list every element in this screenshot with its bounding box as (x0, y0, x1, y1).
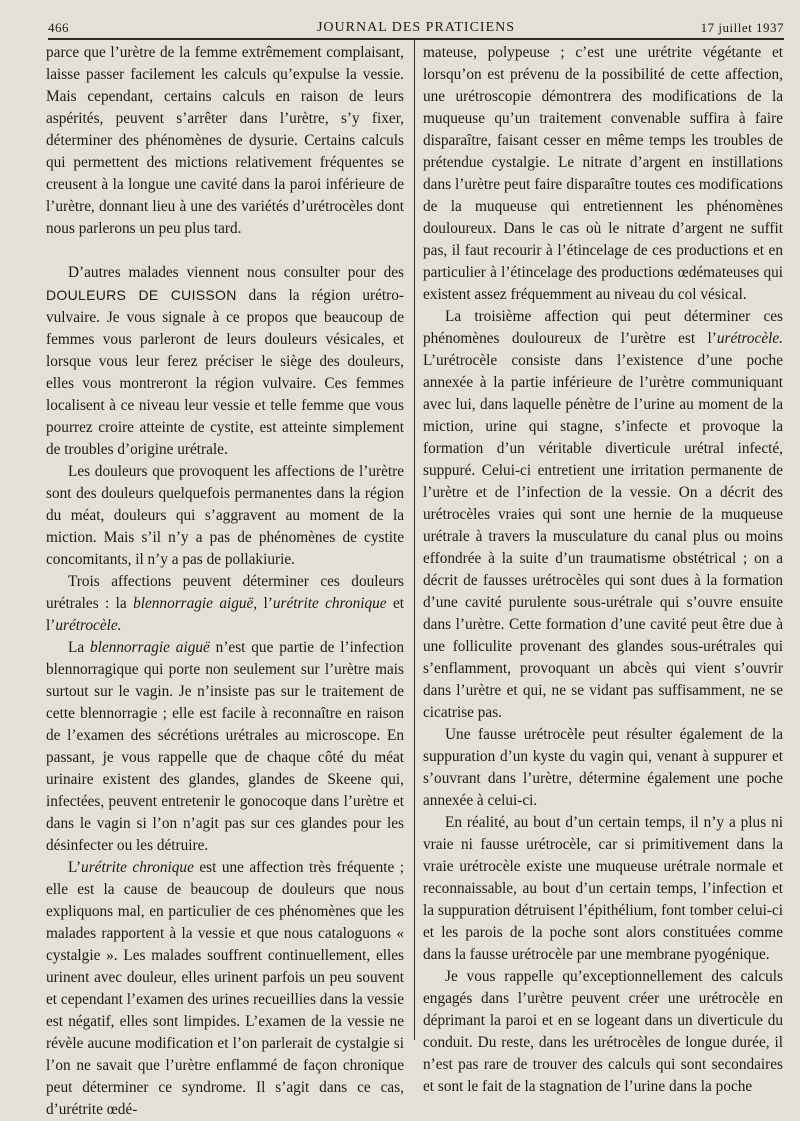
page-header (48, 14, 784, 40)
journal-title: JOURNAL DES PRATICIENS (316, 20, 516, 35)
right-paragraph-2: La troisième affection qui peut déterminer ces phénomènes douloureux de l’urètre est l’urétrocèle. L’urétrocèle consiste dans l’existence d’une poche annexée à la partie inférieure de l’urètre communiquant avec lui, dans laquelle pénètre de l’urine au moment de la miction, urine qui stagne, s’infecte et provoque la formation d’un véritable diverticule urétral infecté, suppuré. Celui-ci entretient une irritation permanente de l’urètre et de l’infection de la vessie. On a décrit des urétrocèles vraies qui sont une hernie de la muqueuse urétrale à travers la musculature du canal plus ou moins effondrée à la suite d’un traumatisme obstétrical ; on a décrit de fausses urétrocèles qui sont dues à la formation d’une cavité purulente sous-urétrale qui s’ouvre ensuite dans l’urètre. Cette formation d’une cavité peut être due à une folliculite provenant des glandes sous-urétrales qui s’enflamment, provoquant un abcès qui vient s’ouvrir dans l’urètre et qui, ne se vidant pas suffisamment, ne se cicatrise pas. (423, 308, 783, 721)
issue-date: 17 juillet 1937 (700, 20, 784, 35)
right-paragraph-5: Je vous rappelle qu’exceptionnellement des calculs engagés dans l’urètre peuvent créer une urétrocèle en déprimant la paroi et en se logeant dans un diverticule du conduit. Du reste, dans les urétrocèles de longue durée, il n’est pas rare de trouver des calculs qui sont secondaires et sont le fait de la stagnation de l’urine dans la poche (423, 968, 783, 1095)
left-paragraph-3: Les douleurs que provoquent les affections de l’urètre sont des douleurs quelquefois permanentes dans la région du méat, douleurs qui s’aggravent au moment de la miction. Mais s’il n’y a pas de phénomènes de cystite concomitants, il n’y a pas de pollakiurie. (46, 463, 404, 568)
left-paragraph-1: parce que l’urètre de la femme extrêmement complaisant, laisse passer facilement les calculs qu’expulse la vessie. Mais cependant, certains calculs en raison de leurs aspérités, peuvent s’arrêter dans l’urètre, s’y fixer, déterminer des phénomènes de dysurie. Certains calculs qui permettent des mictions relativement fréquentes se creusent à la longue une cavité dans la paroi inférieure de l’urètre, donnant lieu à une des variétés d’urétrocèles dont nous parlerons un peu plus tard. (46, 44, 404, 237)
right-column (423, 42, 783, 1095)
left-paragraph-4: Trois affections peuvent déterminer ces douleurs urétrales : la blennorragie aiguë, l’urétrite chronique et l’urétrocèle. (46, 573, 404, 634)
right-paragraph-4: En réalité, au bout d’un certain temps, il n’y a plus ni vraie ni fausse urétrocèle, car si primitivement dans la vraie urétrocèle existe une muqueuse urétrale normale et reconnaissable, au bout d’un certain temps, l’infection et la suppuration détruisent l’épithélium, font tomber celui-ci et les parois de la poche sont alors constituées comme dans la fausse urétrocèle par une membrane pyogénique. (423, 814, 783, 963)
right-paragraph-1: mateuse, polypeuse ; c’est une urétrite végétante et lorsqu’on est prévenu de la possibilité de cette affection, une urétroscopie démontrera des modifications de la muqueuse qu’un traitement convenable suffira à faire disparaître, faisant cesser en même temps les troubles de prétendue cystalgie. Le nitrate d’argent en instillations dans l’urètre peut faire disparaître toutes ces modifications de la muqueuse qui entretiennent les phénomènes douloureux. Dans le cas où le nitrate d’argent ne suffit pas, il faut recourir à l’étincelage de ces productions et en particulier à l’étincelage des productions œdémateuses qui existent assez fréquemment au niveau du col vésical. (423, 44, 783, 303)
left-paragraph-6: L’urétrite chronique est une affection très fréquente ; elle est la cause de beaucoup de douleurs que nous expliquons mal, en particulier de ces phénomènes que les malades rapportent à la vessie et que nous cataloguons « cystalgie ». Les malades souffrent continuellement, elles urinent avec douleur, elles urinent parfois un peu souvent et cependant l’examen des urines recueillies dans la vessie est négatif, elles sont limpides. L’examen de la vessie ne révèle aucune modification et l’on parlerait de cystalgie si l’on ne savait que l’urètre enflammé de façon chronique peut déterminer ce syndrome. Il s’agit dans ce cas, d’urétrite œdé- (46, 859, 404, 1118)
left-paragraph-5: La blennorragie aiguë n’est que partie de l’infection blennorragique qui porte non seulement sur l’urètre mais surtout sur le vagin. Je n’insiste pas sur le traitement de cette blennorragie ; elle est facile à reconnaître en raison de l’examen des sécrétions urétrales au microscope. En passant, je vous rappelle que de chaque côté du méat urinaire existent des glandes, glandes de Skeene qui, infectées, peuvent entretenir le gonocoque dans l’urètre et dans le vagin si l’on n’agit pas sur ces glandes pour les désinfecter ou les détruire. (46, 639, 404, 854)
right-paragraph-3: Une fausse urétrocèle peut résulter également de la suppuration d’un kyste du vagin qui, venant à suppurer et s’ouvrant dans l’urètre, détermine également une poche annexée à celui-ci. (423, 726, 783, 809)
column-divider (414, 40, 415, 1040)
page-number: 466 (48, 20, 69, 35)
left-paragraph-2: D’autres malades viennent nous consulter pour des DOULEURS DE CUISSON dans la région urétro-vulvaire. Je vous signale à ce propos que beaucoup de femmes vous parleront de leurs douleurs vésicales, et lorsque vous leur ferez préciser le siège des douleurs, elles vous montreront la région vulvaire. Ces femmes localisent à ce niveau leur vessie et telle femme que vous pourrez croire atteinte de cystite, est atteinte simplement de troubles d’origine urétrale. (46, 264, 404, 458)
left-column (46, 42, 404, 1118)
section-keyword: DOULEURS DE CUISSON (46, 287, 237, 303)
header-rule (48, 38, 784, 40)
